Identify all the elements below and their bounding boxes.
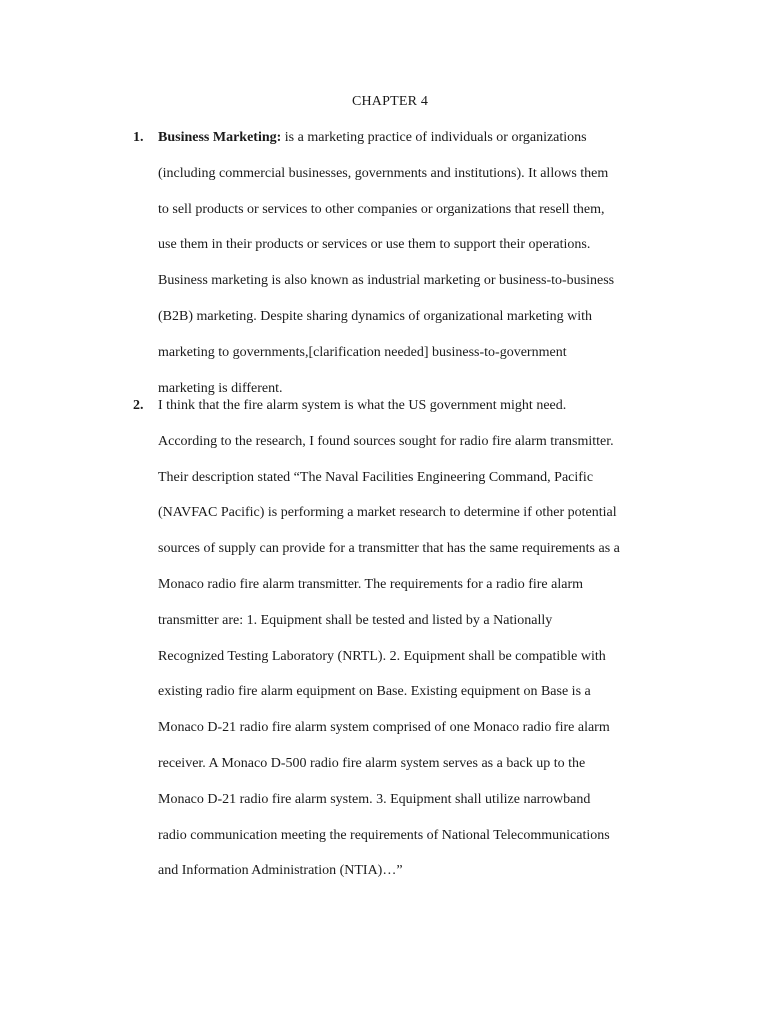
chapter-title: CHAPTER 4 <box>351 94 429 109</box>
paragraph-line: Monaco D-21 radio fire alarm system comprised of one Monaco radio fire alarm <box>158 720 610 736</box>
list-item-1-body <box>158 129 678 398</box>
paragraph-line: (B2B) marketing. Despite sharing dynamics of organizational marketing with <box>158 308 593 324</box>
paragraph-line: and Information Administration (NTIA)…” <box>158 863 403 879</box>
paragraph-line <box>158 129 678 165</box>
paragraph-line: Business marketing is also known as industrial marketing or business-to-business <box>158 273 615 289</box>
paragraph-line: (including commercial businesses, governments and institutions). It allows them <box>158 165 609 181</box>
paragraph-line: existing radio fire alarm equipment on Base. Existing equipment on Base is a <box>158 684 591 700</box>
paragraph-line: to sell products or services to other companies or organizations that resell them, <box>158 201 605 217</box>
paragraph-line: use them in their products or services or use them to support their operations. <box>158 237 591 253</box>
paragraph-line: marketing is different. <box>158 380 283 396</box>
paragraph-line: Monaco D-21 radio fire alarm system. 3. Equipment shall utilize narrowband <box>158 791 591 807</box>
paragraph-line: radio communication meeting the requirements of National Telecommunications <box>158 827 610 843</box>
paragraph-line: Recognized Testing Laboratory (NRTL). 2. Equipment shall be compatible with <box>158 648 606 664</box>
paragraph-line: Their description stated “The Naval Facilities Engineering Command, Pacific <box>158 469 594 485</box>
term-business-marketing: Business Marketing: <box>158 130 282 145</box>
definition-text: is a marketing practice of individuals or organizations <box>281 130 587 145</box>
paragraph-line: I think that the fire alarm system is what the US government might need. <box>158 398 567 413</box>
paragraph-line: Monaco radio fire alarm transmitter. The requirements for a radio fire alarm <box>158 576 584 592</box>
paragraph-line: (NAVFAC Pacific) is performing a market research to determine if other potential <box>158 505 617 521</box>
paragraph-line: transmitter are: 1. Equipment shall be tested and listed by a Nationally <box>158 612 553 628</box>
list-item-2-number: 2. <box>133 398 144 413</box>
paragraph-line: marketing to governments,[clarification needed] business-to-government <box>158 344 567 360</box>
list-item-2-body <box>158 397 678 880</box>
paragraph-line: According to the research, I found sources sought for radio fire alarm transmitter. <box>158 433 614 449</box>
paragraph-line: sources of supply can provide for a transmitter that has the same requirements as a <box>158 541 620 557</box>
list-item-1-number: 1. <box>133 130 144 145</box>
paragraph-line: receiver. A Monaco D-500 radio fire alarm system serves as a back up to the <box>158 755 586 771</box>
